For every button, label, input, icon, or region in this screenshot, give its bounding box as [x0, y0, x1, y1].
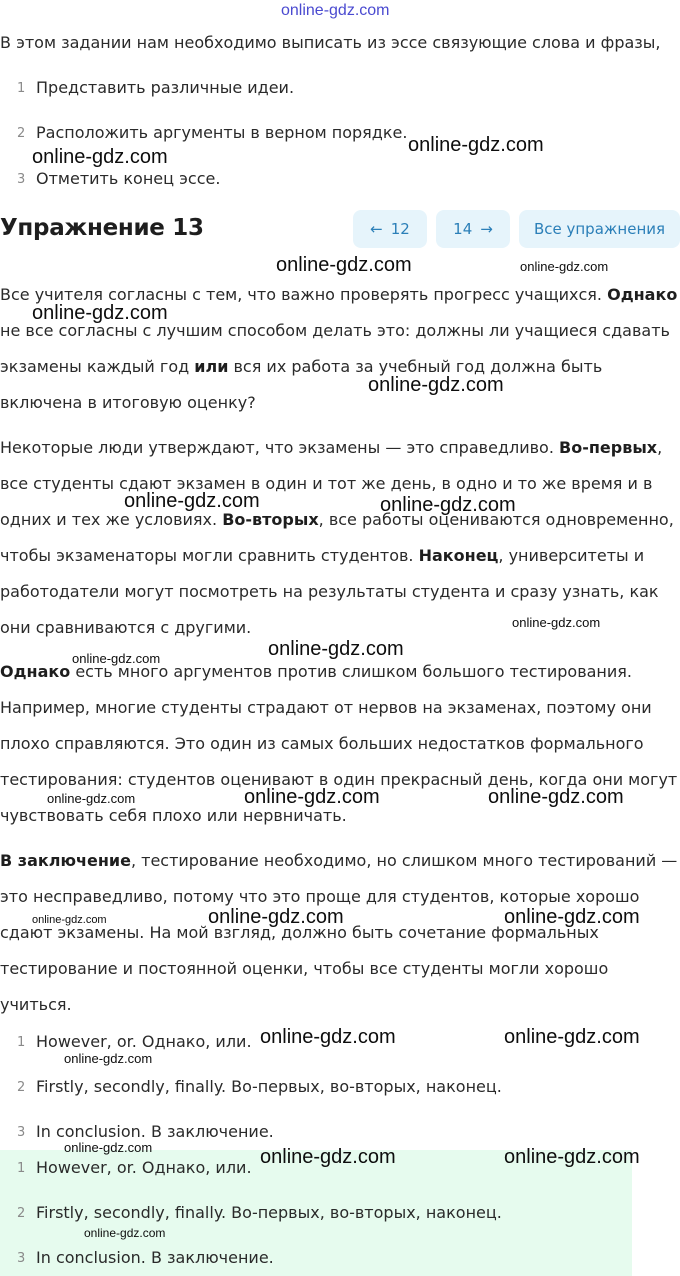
- watermark: online-gdz.com: [64, 1051, 153, 1066]
- list-item: Представить различные идеи.: [36, 78, 295, 97]
- text-run: Некоторые люди утверждают, что экзамены — это справедливо.: [0, 438, 559, 457]
- list-item: Расположить аргументы в верном порядке.: [36, 123, 408, 142]
- watermark: online-gdz.com: [520, 259, 609, 274]
- watermark: online-gdz.com: [260, 1146, 396, 1168]
- next-exercise-label: 14: [453, 220, 473, 238]
- text-run: , университеты и работодатели могут посмотреть на результаты студента и сразу узнать, как они сравниваются с другими.: [0, 546, 659, 637]
- list-number: 3: [17, 172, 26, 187]
- watermark: online-gdz.com: [124, 490, 260, 512]
- watermark: online-gdz.com: [512, 615, 601, 630]
- watermark-top: online-gdz.com: [281, 2, 390, 19]
- watermark: online-gdz.com: [47, 791, 136, 806]
- list-item: However, or. Однако, или.: [36, 1032, 252, 1051]
- watermark: online-gdz.com: [504, 906, 640, 928]
- text-run: не все согласны с лучшим способом делать это: должны ли учащиеся сдавать экзамены каждый год: [0, 321, 670, 376]
- next-exercise-button[interactable]: [436, 210, 510, 248]
- list-number: 2: [17, 126, 26, 141]
- linking-word: Однако: [607, 285, 678, 304]
- list-item: In conclusion. В заключение.: [36, 1122, 274, 1141]
- watermark: online-gdz.com: [504, 1026, 640, 1048]
- list-number: 2: [17, 1206, 26, 1221]
- list-item: Firstly, secondly, finally. Во-первых, во-вторых, наконец.: [36, 1203, 502, 1222]
- arrow-right-icon: →: [480, 220, 493, 238]
- watermark: online-gdz.com: [504, 1146, 640, 1168]
- watermark: online-gdz.com: [276, 254, 412, 276]
- text-run: , тестирование необходимо, но слишком много тестирований — это несправедливо, потому что это проще для студентов, которые хорошо сдают экзамены. На мой взгляд, должно быть сочетание формальных тестирование и постоянной оценки, чтобы все студенты могли хорошо учиться.: [0, 851, 678, 1014]
- watermark: online-gdz.com: [32, 146, 168, 168]
- list-number: 1: [17, 1161, 26, 1176]
- intro-text: В этом задании нам необходимо выписать из эссе связующие слова и фразы,: [0, 33, 661, 52]
- arrow-left-icon: ←: [370, 220, 383, 238]
- all-exercises-button[interactable]: Все упражнения: [519, 210, 680, 248]
- linking-word: Во-вторых: [222, 510, 319, 529]
- watermark: online-gdz.com: [64, 1140, 153, 1155]
- essay-paragraph: [0, 430, 680, 646]
- list-item: In conclusion. В заключение.: [36, 1248, 274, 1267]
- list-number: 1: [17, 81, 26, 96]
- list-number: 2: [17, 1080, 26, 1095]
- watermark: online-gdz.com: [408, 134, 544, 156]
- essay-paragraph: [0, 277, 680, 421]
- linking-word: Наконец: [418, 546, 499, 565]
- watermark: online-gdz.com: [380, 494, 516, 516]
- watermark: online-gdz.com: [268, 638, 404, 660]
- text-run: вся их работа за учебный год должна быть включена в итоговую оценку?: [0, 357, 603, 412]
- watermark: online-gdz.com: [488, 786, 624, 808]
- text-run: , все студенты сдают экзамен в один и тот же день, в одно и то же время и в одних и тех же условиях.: [0, 438, 663, 529]
- linking-word: В заключение: [0, 851, 131, 870]
- list-item: Отметить конец эссе.: [36, 169, 221, 188]
- linking-word: Однако: [0, 662, 71, 681]
- linking-word: Во-первых: [559, 438, 658, 457]
- list-number: 1: [17, 1035, 26, 1050]
- watermark: online-gdz.com: [208, 906, 344, 928]
- list-number: 3: [17, 1125, 26, 1140]
- list-number: 3: [17, 1251, 26, 1266]
- linking-word: или: [194, 357, 229, 376]
- text-run: , все работы оцениваются одновременно, чтобы экзаменаторы могли сравнить студентов.: [0, 510, 674, 565]
- watermark: online-gdz.com: [260, 1026, 396, 1048]
- text-run: есть много аргументов против слишком большого тестирования. Например, многие студенты страдают от нервов на экзаменах, поэтому они плохо справляются. Это один из самых больших недостатков формального тестирования: студентов оценивают в один прекрасный день, когда они могут чувствовать себя плохо или нервничать.: [0, 662, 678, 825]
- watermark: online-gdz.com: [72, 651, 161, 666]
- essay-paragraph: [0, 843, 680, 1023]
- watermark: online-gdz.com: [32, 914, 107, 926]
- prev-exercise-label: 12: [390, 220, 410, 238]
- exercise-title: Упражнение 13: [0, 215, 204, 241]
- watermark: online-gdz.com: [244, 786, 380, 808]
- list-item: However, or. Однако, или.: [36, 1158, 252, 1177]
- watermark: online-gdz.com: [84, 1226, 166, 1240]
- list-item: Firstly, secondly, finally. Во-первых, во-вторых, наконец.: [36, 1077, 502, 1096]
- text-run: Все учителя согласны с тем, что важно проверять прогресс учащихся.: [0, 285, 608, 304]
- watermark: online-gdz.com: [32, 302, 168, 324]
- watermark: online-gdz.com: [368, 374, 504, 396]
- prev-exercise-button[interactable]: [353, 210, 427, 248]
